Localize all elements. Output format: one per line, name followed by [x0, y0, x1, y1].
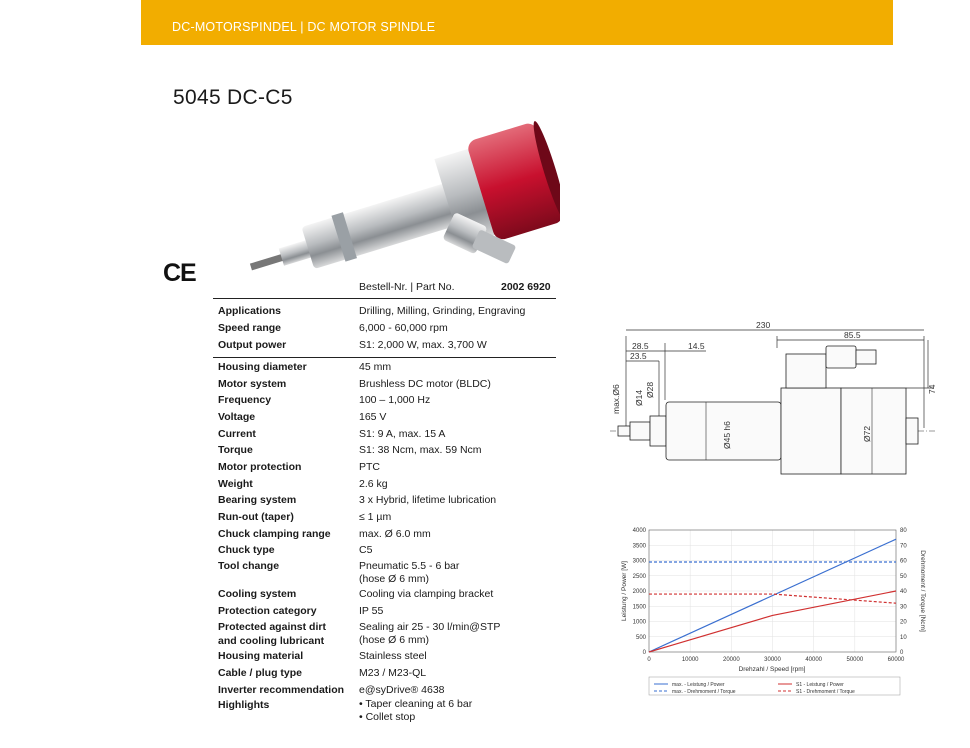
spec-value: S1: 2,000 W, max. 3,700 W: [359, 339, 487, 351]
chart-y-left-tick: 3500: [632, 543, 646, 550]
dim-motor-length: 85.5: [844, 330, 861, 340]
spec-value: • Taper cleaning at 6 bar: [359, 698, 473, 710]
spec-value: Brushless DC motor (BLDC): [359, 378, 491, 390]
chart-y-left-tick: 3000: [632, 558, 646, 565]
chart-y-right-tick: 50: [900, 573, 907, 580]
spec-label: Torque: [218, 444, 253, 456]
spec-value: S1: 38 Ncm, max. 59 Ncm: [359, 444, 482, 456]
spec-value: S1: 9 A, max. 15 A: [359, 428, 446, 440]
spec-label: Chuck type: [218, 544, 275, 556]
spec-value: 6,000 - 60,000 rpm: [359, 322, 448, 334]
spec-label: Motor system: [218, 378, 287, 390]
chart-y-left-tick: 1500: [632, 604, 646, 611]
chart-y-right-tick: 40: [900, 589, 907, 595]
spec-label: Run-out (taper): [218, 511, 294, 523]
chart-tick-labels: [633, 528, 908, 663]
dim-collet-length: 23.5: [630, 351, 647, 361]
chart-y-right-tick: 30: [900, 604, 907, 611]
spec-label-continued: and cooling lubricant: [218, 635, 325, 647]
chart-legend-entry: S1 - Leistung / Power: [796, 682, 844, 688]
chart-legend-entry: max. - Leistung / Power: [672, 682, 725, 688]
dim-connector-height: 74: [927, 384, 937, 394]
chart-x-tick: 60000: [887, 657, 905, 663]
spec-value: Pneumatic 5.5 - 6 bar: [359, 560, 460, 572]
spec-value: 3 x Hybrid, lifetime lubrication: [359, 494, 497, 506]
spec-label: Voltage: [218, 411, 256, 423]
spec-value: C5: [359, 544, 373, 556]
spec-label: Protected against dirt: [218, 621, 326, 633]
spec-value: IP 55: [359, 605, 384, 617]
technical-drawing: [606, 318, 941, 478]
chart-x-tick: 0: [647, 657, 651, 663]
dim-housing-dia: Ø45 h6: [722, 421, 732, 449]
dim-collet-dia: Ø14: [634, 389, 644, 406]
spec-value: Sealing air 25 - 30 l/min@STP: [359, 621, 501, 633]
spec-value: 2.6 kg: [359, 478, 388, 490]
chart-legend-entry: S1 - Drehmoment / Torque: [796, 689, 855, 695]
spec-value-continued: • Collet stop: [359, 711, 416, 723]
dim-overall-length: 230: [756, 320, 771, 330]
table-section-divider: [213, 357, 556, 358]
spec-label: Bearing system: [218, 494, 297, 506]
spec-value: PTC: [359, 461, 380, 473]
dim-motor-dia: Ø72: [862, 425, 872, 442]
spec-label: Current: [218, 428, 256, 440]
chart-x-tick: 30000: [764, 657, 781, 663]
spec-value: Cooling via clamping bracket: [359, 588, 494, 600]
category-label: DC-MOTORSPINDEL | DC MOTOR SPINDLE: [172, 20, 436, 34]
chart-y-right-tick: 10: [900, 634, 907, 641]
spec-label: Highlights: [218, 699, 270, 711]
chart-y-left-tick: 1000: [632, 619, 646, 626]
chart-y-right-tick: 0: [900, 650, 904, 656]
chart-y-left-tick: 0: [642, 650, 646, 656]
dim-nose-dia: Ø28: [645, 381, 655, 398]
chart-legend-entry: max. - Drehmoment / Torque: [672, 689, 736, 695]
ce-mark: CE: [163, 259, 196, 287]
spec-label: Protection category: [218, 605, 317, 617]
dim-max-tool-dia: max.Ø6: [611, 384, 621, 414]
chart-y-right-tick: 80: [900, 528, 907, 534]
spec-label: Housing material: [218, 650, 304, 662]
chart-ylabel-right: Drehmoment / Torque [Ncm]: [919, 550, 926, 632]
spec-value: M23 / M23-QL: [359, 667, 427, 679]
spec-label: Cable / plug type: [218, 667, 303, 679]
dim-nose-length: 28.5: [632, 341, 649, 351]
spindle-product-image: [230, 112, 560, 277]
chart-y-left-tick: 4000: [632, 528, 646, 534]
spec-value: 100 – 1,000 Hz: [359, 394, 431, 406]
spec-value: ≤ 1 µm: [359, 511, 392, 523]
spec-value: max. Ø 6.0 mm: [359, 528, 431, 540]
performance-chart: [606, 522, 926, 697]
category-banner: [141, 0, 893, 45]
product-title: 5045 DC-C5: [173, 86, 293, 109]
chart-legend: [654, 682, 855, 695]
chart-y-right-tick: 60: [900, 558, 907, 565]
chart-x-tick: 40000: [805, 657, 823, 663]
chart-grid: [649, 530, 896, 652]
chart-y-right-tick: 20: [900, 619, 907, 626]
spec-label: Cooling system: [218, 588, 297, 600]
spec-label: Frequency: [218, 394, 272, 406]
spec-label: Inverter recommendation: [218, 684, 345, 696]
spec-label: Housing diameter: [218, 361, 307, 373]
chart-y-right-tick: 70: [900, 543, 907, 550]
spec-value-continued: (hose Ø 6 mm): [359, 573, 430, 585]
spec-label: Speed range: [218, 322, 282, 334]
spec-label: Tool change: [218, 560, 280, 572]
chart-x-tick: 50000: [846, 657, 864, 663]
part-number-label: Bestell-Nr. | Part No.: [359, 281, 455, 293]
spec-value: 165 V: [359, 411, 387, 423]
spec-value: e@syDrive® 4638: [359, 684, 445, 696]
chart-y-left-tick: 500: [635, 634, 646, 641]
spec-label: Output power: [218, 339, 287, 351]
chart-y-left-tick: 2500: [632, 573, 646, 580]
part-number-value: 2002 6920: [501, 281, 551, 293]
chart-ylabel-left: Leistung / Power [W]: [621, 561, 628, 621]
table-top-divider: [213, 298, 556, 299]
chart-x-tick: 20000: [722, 657, 740, 663]
chart-x-tick: 10000: [681, 657, 699, 663]
spec-label: Applications: [218, 305, 282, 317]
spec-label: Motor protection: [218, 461, 302, 473]
dim-step-length: 14.5: [688, 341, 705, 351]
spec-value-continued: (hose Ø 6 mm): [359, 634, 430, 646]
spec-value: Stainless steel: [359, 650, 427, 662]
spec-value: Drilling, Milling, Grinding, Engraving: [359, 305, 526, 317]
chart-y-left-tick: 2000: [632, 589, 646, 595]
spec-label: Weight: [218, 478, 253, 490]
spec-label: Chuck clamping range: [218, 528, 331, 540]
chart-xlabel: Drehzahl / Speed [rpm]: [738, 666, 806, 673]
spec-value: 45 mm: [359, 361, 392, 373]
